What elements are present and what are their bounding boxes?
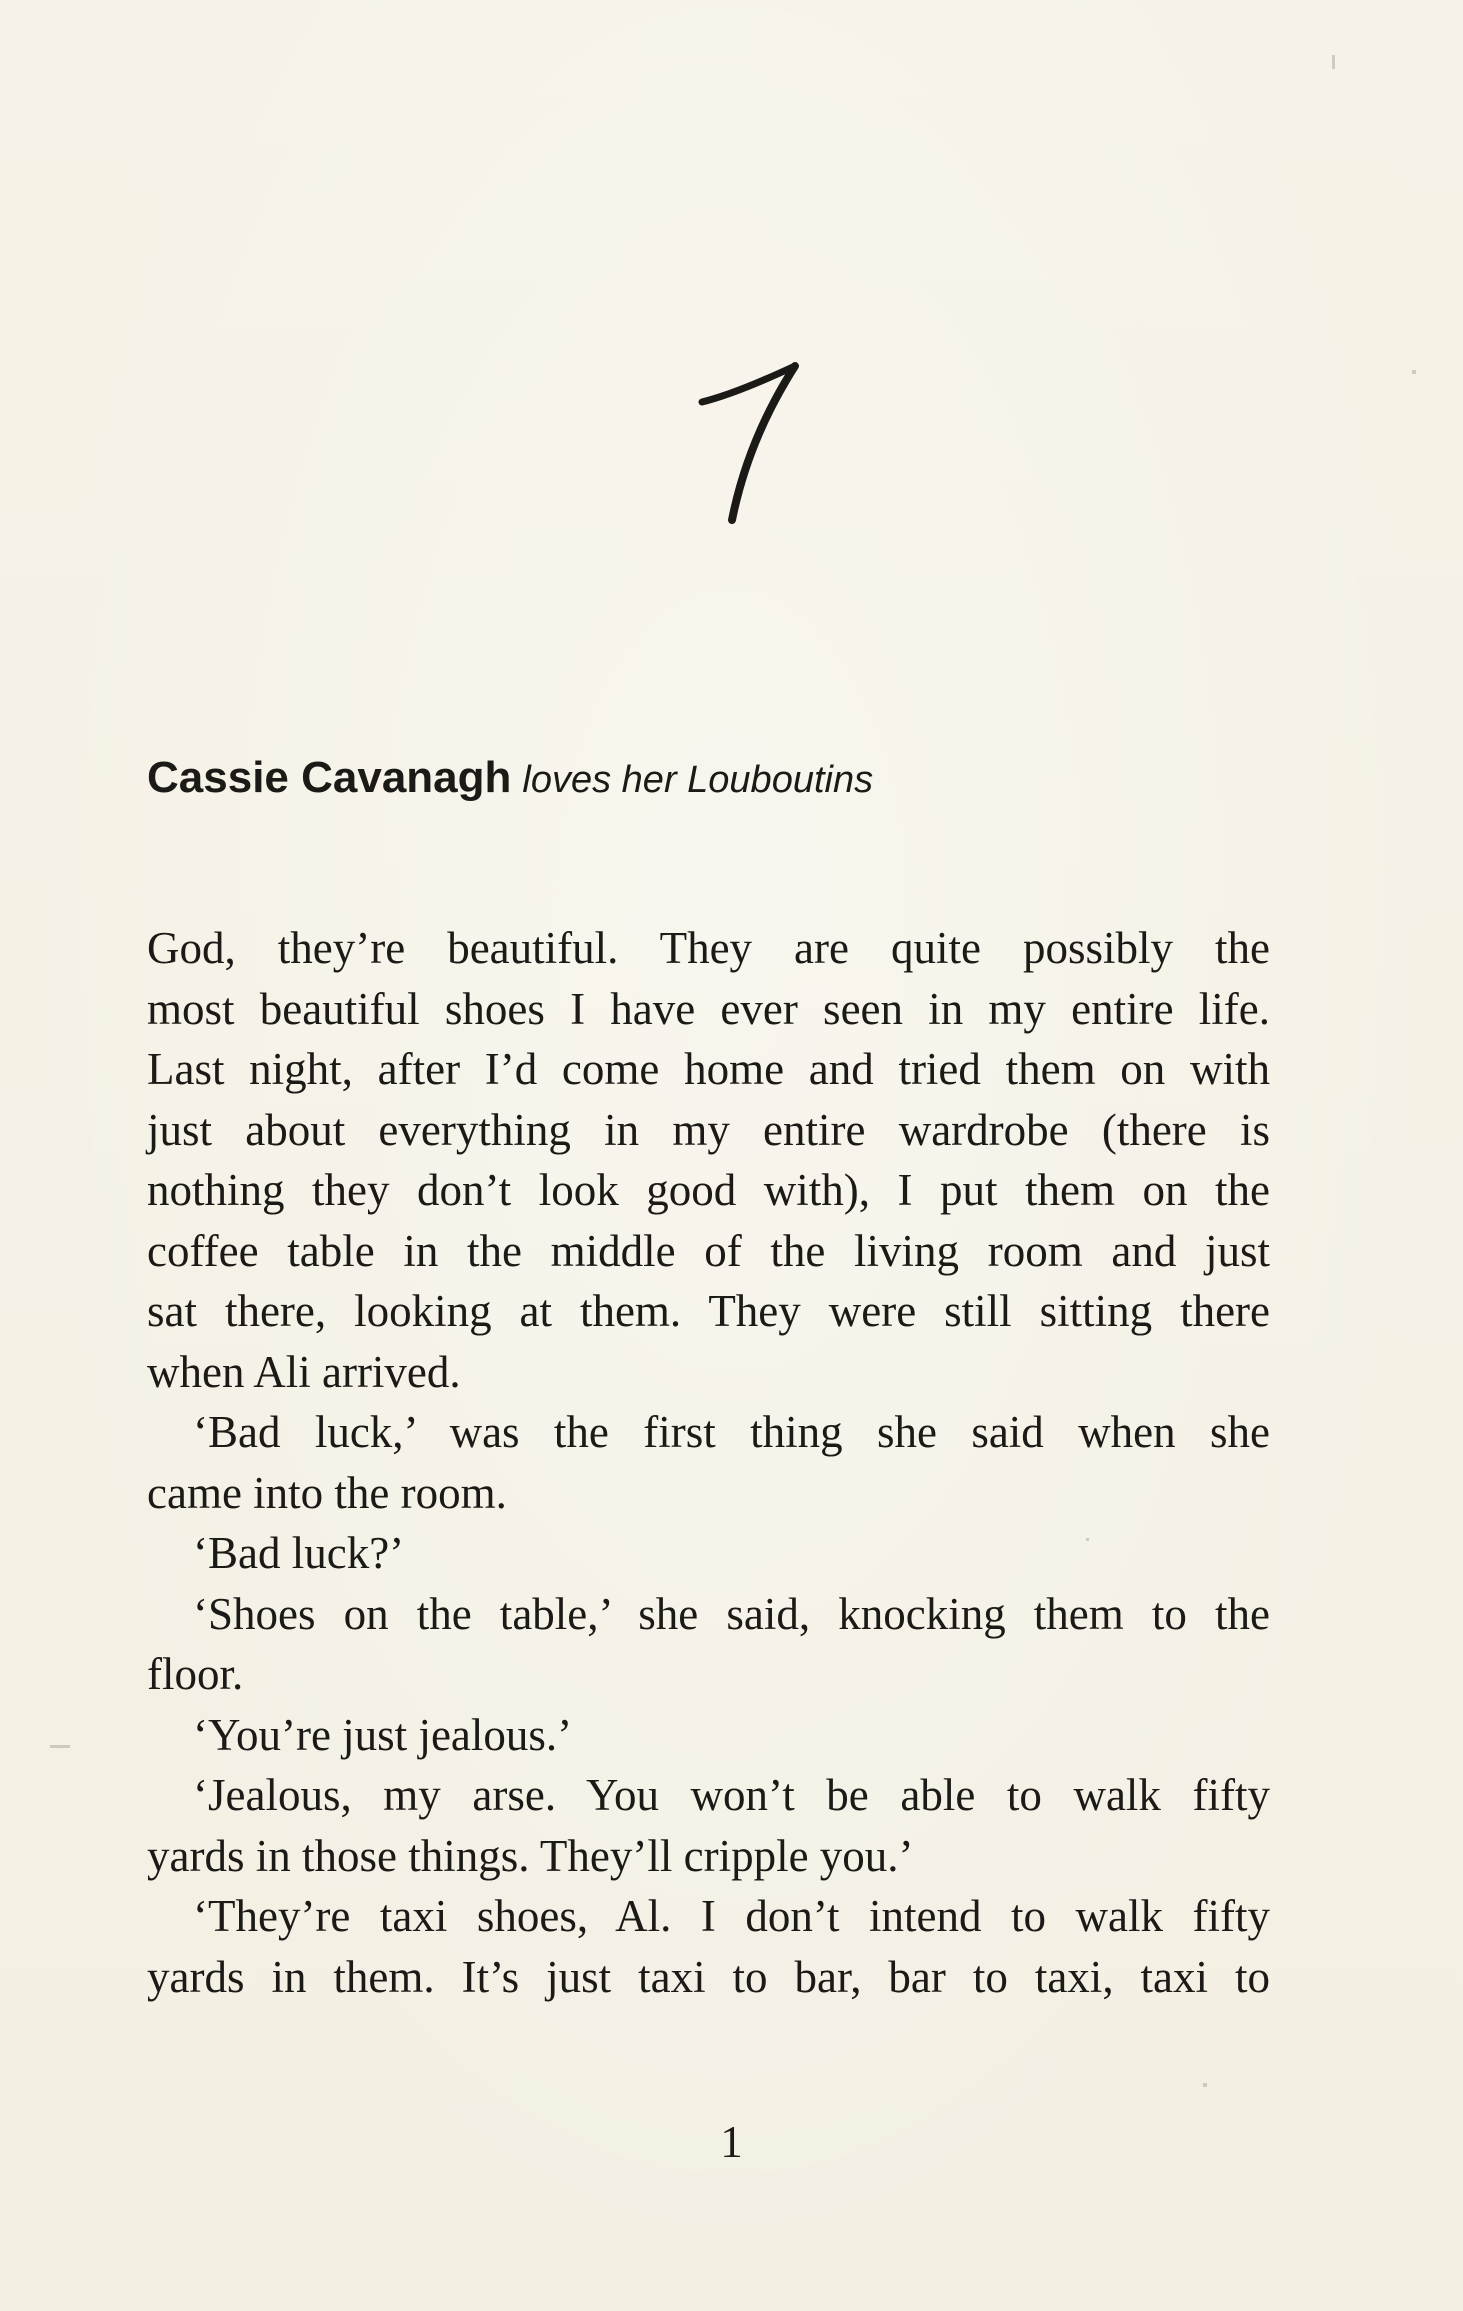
text-line: coffee table in the middle of the living room and just [147, 1225, 1270, 1276]
text-line: ‘Jealous, my arse. You won’t be able to walk fifty [193, 1770, 1270, 1820]
chapter-number [690, 360, 810, 530]
text-line: Last night, after I’d come home and tried them on with [147, 1044, 1270, 1094]
text-line: came into the room. [147, 1467, 507, 1518]
text-line: God, they’re beautiful. They are quite possibly the [147, 923, 1270, 973]
text-line: ‘They’re taxi shoes, Al. I don’t intend to walk fifty [193, 1891, 1270, 1941]
text-line: yards in those things. They’ll cripple you.’ [147, 1830, 914, 1881]
text-line: yards in them. It’s just taxi to bar, bar to taxi, taxi to [147, 1951, 1270, 2002]
text-line: when Ali arrived. [147, 1346, 461, 1397]
text-line: sat there, looking at them. They were still sitting there [147, 1286, 1270, 1336]
page-speck [50, 1745, 70, 1748]
chapter-heading-subtitle: loves her Louboutins [522, 759, 874, 801]
text-line: most beautiful shoes I have ever seen in my entire life. [147, 983, 1270, 1034]
text-line: ‘Bad luck?’ [193, 1528, 405, 1578]
chapter-heading-name: Cassie Cavanagh [147, 753, 512, 802]
page-speck [1412, 370, 1416, 374]
body-text [147, 918, 1270, 2007]
text-line: floor. [147, 1649, 244, 1699]
text-line: nothing they don’t look good with), I put them on the [147, 1165, 1270, 1215]
text-line: ‘You’re just jealous.’ [193, 1709, 573, 1760]
chapter-heading [147, 748, 873, 810]
page-number: 1 [720, 2117, 743, 2167]
page-speck [1332, 55, 1335, 69]
chapter-number-glyph [690, 360, 810, 530]
text-line: ‘Shoes on the table,’ she said, knocking them to the [193, 1588, 1270, 1639]
page-speck [1203, 2083, 1207, 2087]
text-line: ‘Bad luck,’ was the first thing she said when she [193, 1407, 1270, 1457]
text-line: just about everything in my entire wardrobe (there is [147, 1104, 1270, 1155]
